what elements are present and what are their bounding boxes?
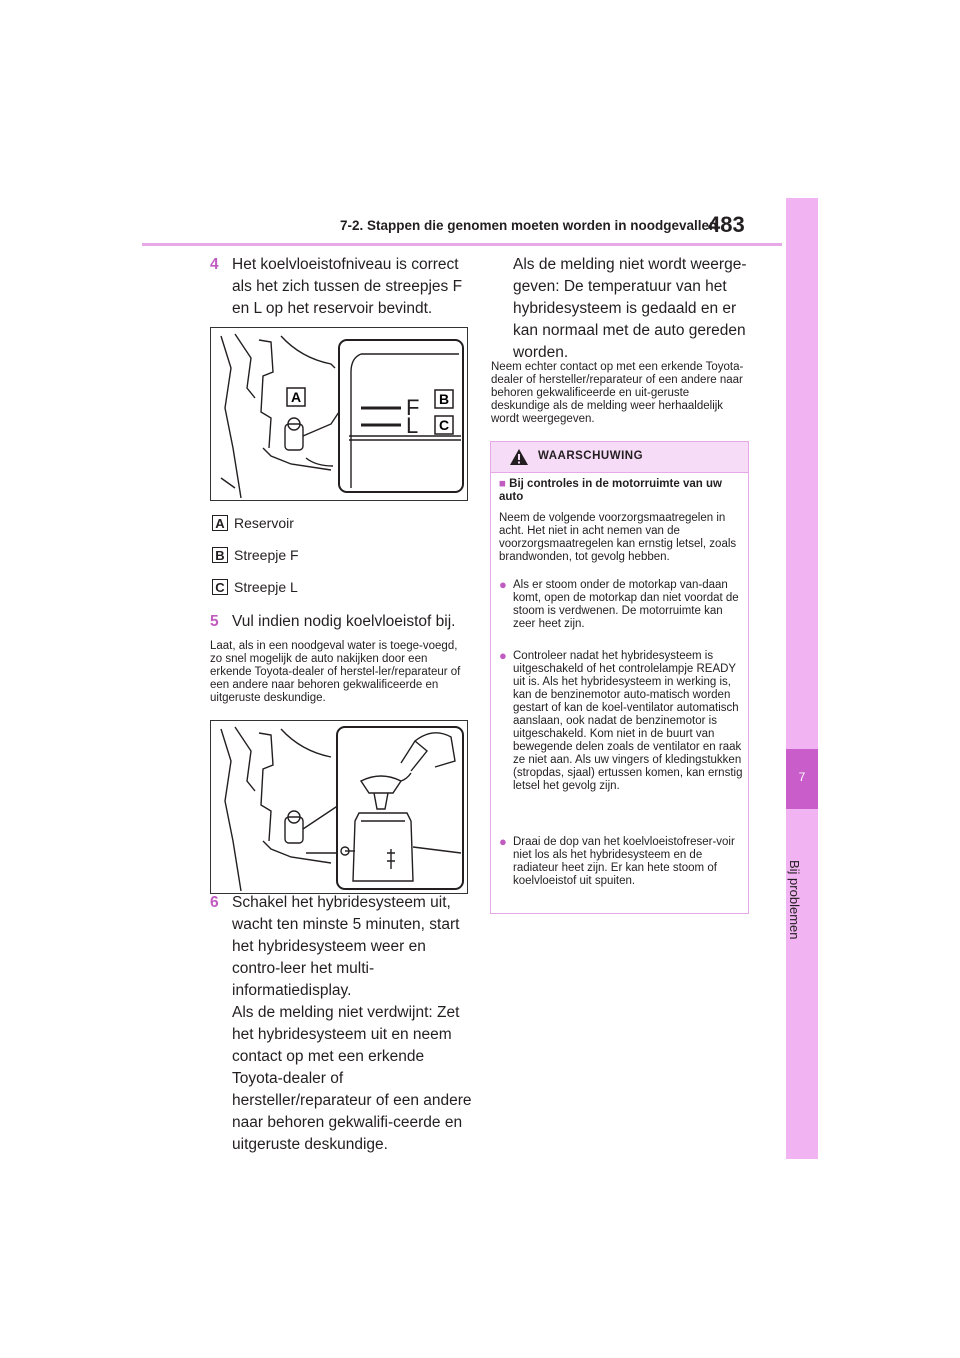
header-divider	[142, 243, 782, 246]
step-5	[210, 611, 472, 633]
bullet-text: Als er stoom onder de motorkap van-daan komt, open de motorkap dan niet voordat de stoom is verdwenen. De motorruimte kan zeer heet zijn.	[513, 579, 739, 630]
legend-label: Streepje L	[234, 579, 298, 595]
mark-f: F	[406, 395, 420, 420]
right-note: Neem echter contact op met een erkende Toyota-dealer of hersteller/reparateur of een andere naar behoren gekwalificeerde en uit-geruste deskundige als de melding weer herhaaldelijk wordt weergegeven.	[491, 361, 744, 425]
legend-key: B	[212, 547, 228, 563]
continued-text: Als de melding niet wordt weerge-geven: De temperatuur van het hybridesysteem is gedaald en er kan normaal met de auto gereden worden.	[513, 256, 747, 361]
step-text: Vul indien nodig koelvloeistof bij.	[232, 613, 456, 630]
reservoir-level-illustration	[210, 327, 468, 501]
bullet-dot-icon: ●	[499, 834, 507, 849]
bullet-dot-icon: ●	[499, 648, 507, 663]
chapter-number: 7	[798, 770, 806, 784]
warning-box	[490, 441, 749, 914]
legend-label: Streepje F	[234, 547, 299, 563]
step-text: Schakel het hybridesysteem uit, wacht ten minste 5 minuten, start het hybridesysteem weer en contro-leer het multi-informatiedisplay.	[232, 894, 460, 999]
page-number: 483	[708, 212, 745, 237]
continued-paragraph	[491, 254, 747, 364]
engine-bay-drawing	[211, 328, 467, 500]
bullet-dot-icon: ●	[499, 577, 507, 592]
mark-l: L	[406, 413, 419, 438]
chapter-title: Bij problemen	[787, 860, 802, 940]
warning-subheading-text: Bij controles in de motorruimte van uw auto	[499, 478, 722, 503]
warning-bullet-3	[499, 836, 745, 888]
legend-item-c	[212, 578, 298, 596]
step-continued-text: Als de melding niet verdwijnt: Zet het hybridesysteem uit en neem contact op met een erkende Toyota-dealer of hersteller/reparateur of een andere naar behoren gekwalifi-ceerde en uitgeruste deskundige.	[232, 1004, 472, 1153]
refill-drawing	[211, 721, 467, 893]
callout-c: C	[439, 417, 450, 433]
warning-bullet-1	[499, 579, 745, 631]
refill-coolant-illustration	[210, 720, 468, 894]
chapter-tab	[786, 198, 818, 1159]
step-number: 6	[210, 894, 219, 911]
bullet-text: Draai de dop van het koelvloeistofreser-voir niet los als het hybridesysteem en de radiateur heet zijn. Er kan hete stoom of koelvloeistof uit spuiten.	[513, 836, 735, 887]
square-bullet-icon: ■	[499, 478, 506, 490]
step-number: 4	[210, 256, 219, 273]
callout-b: B	[439, 391, 450, 407]
legend-item-a	[212, 514, 294, 532]
callout-a: A	[291, 389, 302, 405]
legend-key: A	[212, 515, 228, 531]
warning-bullet-2	[499, 650, 745, 793]
warning-title: WAARSCHUWING	[538, 450, 644, 462]
warning-header	[491, 442, 748, 473]
step-number: 5	[210, 613, 219, 630]
warning-triangle-icon	[509, 448, 529, 466]
note-after-step5: Laat, als in een noodgeval water is toege-voegd, zo snel mogelijk de auto nakijken door een erkende Toyota-dealer of herstel-ler/reparateur of een andere naar behoren gekwalificeerde en uitgeruste deskundige.	[210, 640, 461, 704]
section-title: 7-2. Stappen die genomen moeten worden in noodgevallen	[340, 218, 718, 233]
legend-key: C	[212, 579, 228, 595]
warning-subheading	[499, 478, 739, 504]
step-4	[210, 254, 472, 320]
legend-item-b	[212, 546, 299, 564]
step-6	[210, 892, 474, 1156]
step-text: Het koelvloeistofniveau is correct als het zich tussen de streepjes F en L op het reservoir bevindt.	[232, 256, 463, 317]
legend-label: Reservoir	[234, 515, 294, 531]
warning-intro: Neem de volgende voorzorgsmaatregelen in acht. Het niet in acht nemen van de voorzorgsmaatregelen kan ernstig letsel, zoals brandwonden, tot gevolg hebben.	[499, 512, 737, 563]
bullet-text: Controleer nadat het hybridesysteem is uitgeschakeld of het controlelampje READY uit is. Als het hybridesysteem in werking is, kan de benzinemotor auto-matisch worden gestart of kan de koel-ventilator automatisch aanslaan, ook nadat de benzinemotor is uitgeschakeld. Kom niet in de buurt van bewegende delen zoals de ventilator en raak ze niet aan. Als uw vingers of kledingstukken (stropdas, sjaal) ertussen komen, kan ernstig letsel het gevolg zijn.	[513, 650, 743, 792]
